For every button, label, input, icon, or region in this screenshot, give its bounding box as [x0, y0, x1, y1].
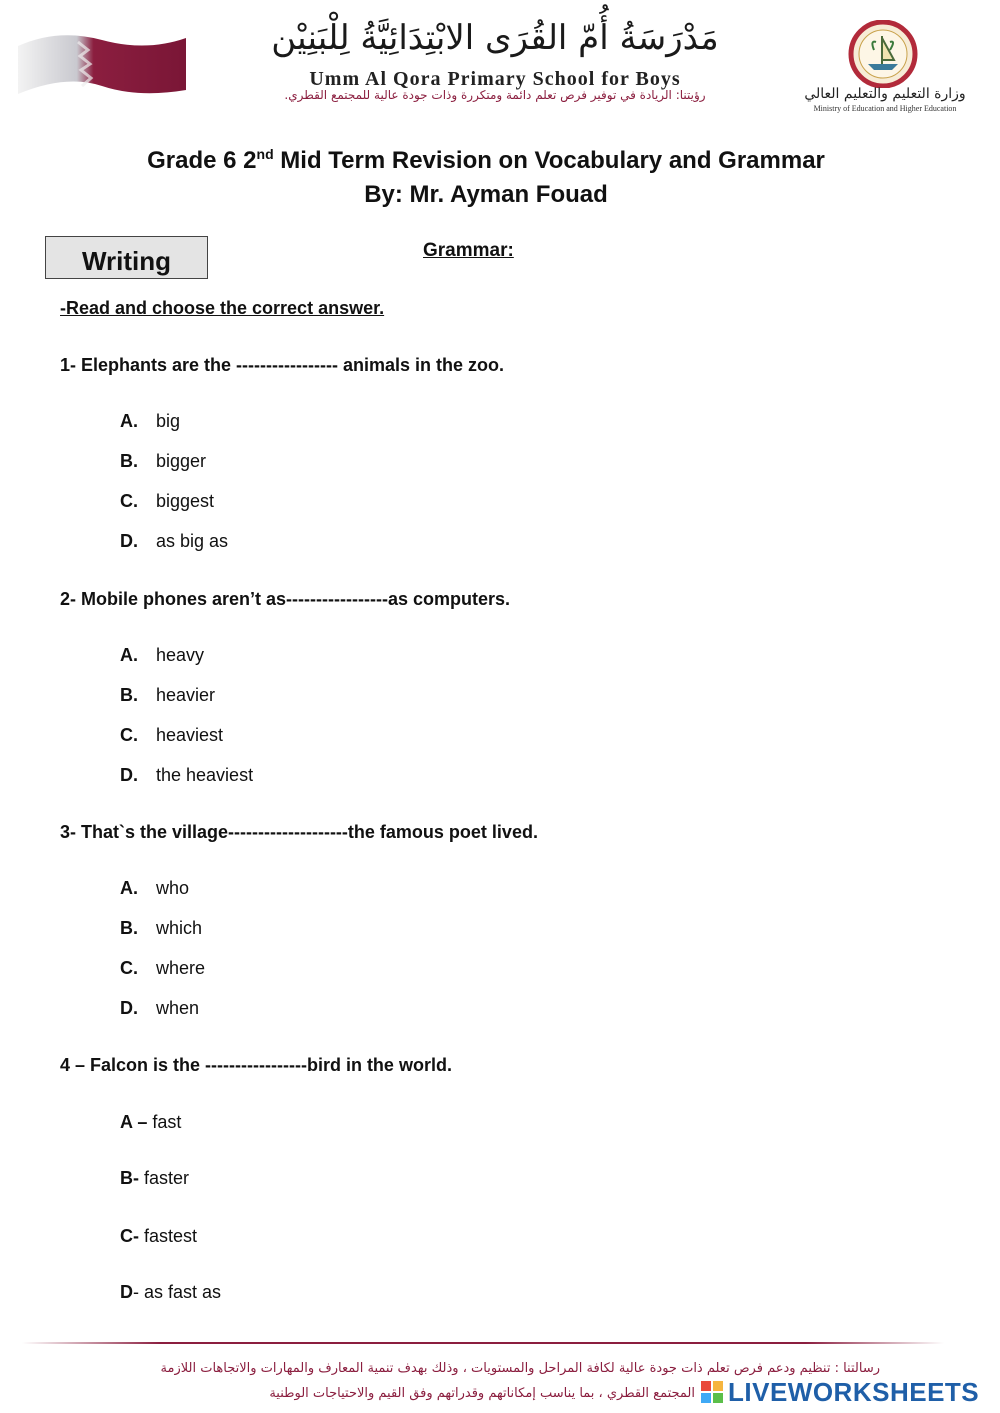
qatar-emblem-icon: [818, 20, 948, 88]
section-label-box: Writing: [45, 236, 208, 279]
answer-option[interactable]: D. the heaviest: [120, 765, 254, 785]
answer-option[interactable]: B. which: [120, 918, 203, 938]
instruction-text: -Read and choose the correct answer.: [60, 298, 385, 318]
question-text: 4 – Falcon is the -----------------bird in the world.: [60, 1055, 452, 1075]
school-name-english: Umm Al Qora Primary School for Boys: [309, 68, 681, 90]
footer-mission-line1: رسالتنا : تنظيم ودعم فرص تعلم ذات جودة عالية لكافة المراحل والمستويات ، وذلك بهدف تنمية المعارف والمهارات والاتجاهات اللازمة: [160, 1361, 880, 1376]
footer-mission-line2: المجتمع القطري ، بما يناسب إمكاناتهم وقدراتهم وفق القيم والاحتياجات الوطنية: [269, 1386, 695, 1401]
liveworksheets-icon: [700, 1380, 724, 1404]
answer-option[interactable]: B. heavier: [120, 685, 216, 705]
question-text: 1- Elephants are the ----------------- animals in the zoo.: [60, 355, 504, 375]
worksheet-author: By: Mr. Ayman Fouad: [364, 181, 608, 208]
answer-option[interactable]: A. who: [120, 878, 190, 898]
answer-option[interactable]: A – fast: [120, 1112, 182, 1132]
answer-option[interactable]: B. bigger: [120, 451, 207, 471]
question-text: 2- Mobile phones aren’t as-----------------as computers.: [60, 589, 510, 609]
answer-option[interactable]: D. as big as: [120, 531, 229, 551]
liveworksheets-logo[interactable]: [700, 1376, 979, 1408]
worksheet-title: Grade 6 2nd Mid Term Revision on Vocabulary and Grammar: [147, 146, 825, 174]
answer-option[interactable]: C. biggest: [120, 491, 215, 511]
answer-option[interactable]: D- as fast as: [120, 1282, 222, 1302]
answer-option[interactable]: C. heaviest: [120, 725, 224, 745]
answer-option[interactable]: B- faster: [120, 1168, 190, 1188]
ministry-name-arabic: وزارة التعليم والتعليم العالي: [804, 86, 966, 102]
answer-option[interactable]: C- fastest: [120, 1226, 198, 1246]
ministry-name-english: Ministry of Education and Higher Education: [813, 104, 957, 113]
qatar-flag-banner: [18, 28, 186, 98]
answer-option[interactable]: A. heavy: [120, 645, 205, 665]
answer-option[interactable]: A. big: [120, 411, 181, 431]
school-name-arabic: مَدْرَسَةُ أُمّ القُرَى الابْتِدَائِيَّةُ لِلْبَنِيْن: [271, 18, 719, 58]
question-text: 3- That`s the village--------------------the famous poet lived.: [60, 822, 538, 842]
answer-option[interactable]: D. when: [120, 998, 200, 1018]
footer-divider: [22, 1342, 944, 1344]
section-heading: Grammar:: [423, 240, 514, 261]
school-vision-arabic: رؤيتنا: الريادة في توفير فرص تعلم دائمة ومتكررة وذات جودة عالية للمجتمع القطري.: [284, 88, 706, 102]
answer-option[interactable]: C. where: [120, 958, 206, 978]
liveworksheets-logo-text: LIVEWORKSHEETS: [728, 1376, 980, 1407]
